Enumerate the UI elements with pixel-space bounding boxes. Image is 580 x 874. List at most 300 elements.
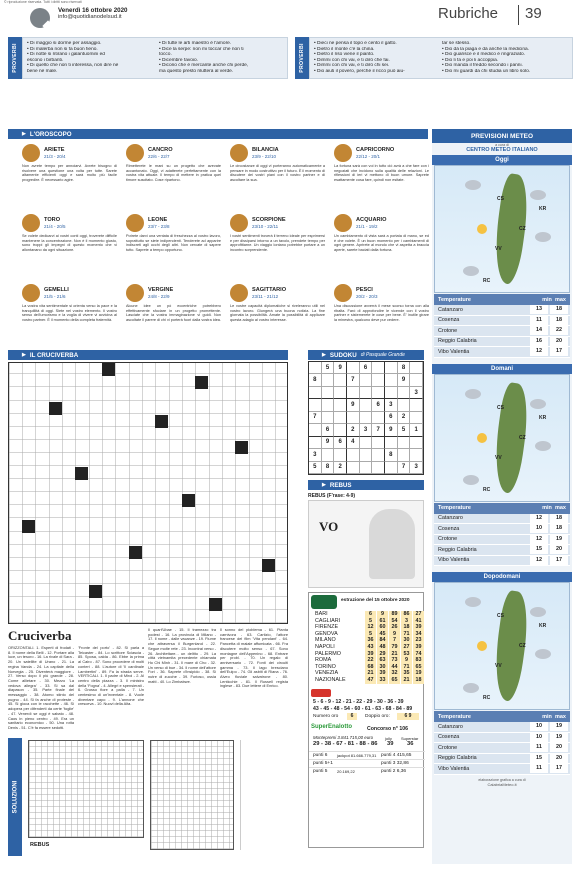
sudoku-cell[interactable] bbox=[385, 462, 398, 474]
soluzioni-label: SOLUZIONI bbox=[8, 738, 22, 856]
cruciverba-section-bar bbox=[8, 350, 288, 360]
issue-date: Venerdì 16 ottobre 2020 bbox=[58, 7, 128, 14]
lotto-number: 89 bbox=[389, 611, 400, 618]
crossword-black-cell bbox=[102, 363, 115, 376]
page-number: 39 bbox=[525, 5, 542, 22]
proverb-line: • Di notte si ritirano i galantuomini ed bbox=[27, 52, 105, 58]
proverb-line: • Dio li fa e poi li accoppia. bbox=[442, 57, 499, 63]
sudoku-cell[interactable]: 5 bbox=[309, 462, 322, 474]
calabria-landmass bbox=[489, 590, 532, 703]
sudoku-cell[interactable]: 9 bbox=[347, 399, 360, 411]
sudoku-cell[interactable] bbox=[360, 399, 373, 411]
max-label: max bbox=[554, 296, 566, 303]
zodiac-icon bbox=[230, 284, 248, 302]
sudoku-cell[interactable] bbox=[398, 399, 411, 411]
lotto-city: TORINO bbox=[315, 663, 336, 670]
horoscope-sign bbox=[230, 144, 325, 210]
map-label: CZ bbox=[519, 226, 526, 232]
sign-name: GEMELLI bbox=[44, 287, 69, 293]
crossword-black-cell bbox=[155, 415, 168, 428]
sign-text: Alcune idee un pò eccentriche potrebbero effettivamente sfociare in un progetto promettente. Lasciate che la vostra immaginazione vi guidi. Non ascoltate il parere di chi vi porterà fuori dalla vostra idea. bbox=[126, 304, 221, 322]
sudoku-cell[interactable] bbox=[322, 399, 335, 411]
lotto-city: GENOVA bbox=[315, 630, 338, 637]
sudoku-cell[interactable]: 9 bbox=[385, 424, 398, 436]
proverbi-label-left: PROVERBI bbox=[8, 37, 22, 79]
map-label: CS bbox=[497, 404, 504, 411]
sudoku-cell[interactable] bbox=[372, 374, 385, 386]
temperature-header bbox=[434, 711, 570, 722]
sign-dates: 22/6 - 22/7 bbox=[148, 154, 170, 159]
horoscope-sign bbox=[334, 284, 429, 350]
lotto-number: 7 bbox=[389, 637, 400, 644]
map-label: RC bbox=[483, 486, 491, 493]
sudoku-cell[interactable] bbox=[309, 399, 322, 411]
sudoku-cell[interactable] bbox=[309, 424, 322, 436]
sudoku-cell[interactable] bbox=[385, 387, 398, 399]
lotto-number: 47 bbox=[365, 677, 376, 684]
sudoku-cell[interactable]: 3 bbox=[385, 399, 398, 411]
temp-max: 18 bbox=[550, 316, 568, 325]
temperature-header bbox=[434, 294, 570, 305]
sudoku-cell[interactable] bbox=[360, 449, 373, 461]
sudoku-cell[interactable] bbox=[347, 387, 360, 399]
temp-max: 18 bbox=[550, 524, 568, 533]
cruciverba-title: Cruciverba bbox=[8, 628, 72, 643]
sudoku-cell[interactable] bbox=[385, 374, 398, 386]
sudoku-cell[interactable]: 8 bbox=[309, 374, 322, 386]
sudoku-cell[interactable]: 2 bbox=[398, 412, 411, 424]
crossword-grid[interactable] bbox=[8, 362, 288, 624]
proverb-line: bene nè male. bbox=[27, 68, 58, 74]
lotto-number: 27 bbox=[413, 611, 424, 618]
proverb-line: • Dio dà la piaga e dà anche la medicina. bbox=[442, 46, 530, 52]
proverb-line: tar se stesso. bbox=[442, 41, 471, 46]
horoscope-sign bbox=[334, 214, 429, 280]
rebus-title: REBUS (F'rase: 4-9) bbox=[308, 493, 356, 499]
sudoku-cell[interactable] bbox=[322, 374, 335, 386]
sudoku-cell[interactable] bbox=[309, 387, 322, 399]
zodiac-icon bbox=[334, 284, 352, 302]
zodiac-icon bbox=[22, 214, 40, 232]
temp-max: 17 bbox=[550, 347, 568, 356]
sudoku-cell[interactable]: 6 bbox=[385, 412, 398, 424]
sudoku-cell[interactable] bbox=[398, 449, 411, 461]
lotto-number: 23 bbox=[413, 637, 424, 644]
sudoku-cell[interactable] bbox=[360, 462, 373, 474]
sudoku-bar-title: SUDOKU bbox=[329, 351, 357, 359]
zodiac-icon bbox=[334, 144, 352, 162]
city-name: Cosenza bbox=[438, 734, 460, 741]
lotto-row bbox=[309, 677, 425, 684]
sudoku-cell[interactable] bbox=[372, 462, 385, 474]
sudoku-cell[interactable] bbox=[322, 412, 335, 424]
sudoku-cell[interactable] bbox=[360, 387, 373, 399]
lotto-number: 63 bbox=[377, 657, 388, 664]
zodiac-icon bbox=[334, 214, 352, 232]
sudoku-cell[interactable] bbox=[410, 412, 423, 424]
city-name: Reggio Calabria bbox=[438, 338, 477, 345]
cloud-icon bbox=[463, 683, 479, 693]
sudoku-cell[interactable] bbox=[322, 449, 335, 461]
cloud-icon bbox=[530, 607, 546, 617]
lotto-row bbox=[309, 670, 425, 677]
lotto-number: 83 bbox=[413, 657, 424, 664]
lotto-row bbox=[309, 651, 425, 658]
horoscope-sign bbox=[126, 214, 221, 280]
sudoku-cell[interactable] bbox=[334, 412, 347, 424]
temp-max: 20 bbox=[550, 754, 568, 763]
sudoku-cell[interactable] bbox=[385, 362, 398, 374]
jolly-value: 39 bbox=[387, 741, 394, 747]
lotto-number: 60 bbox=[377, 624, 388, 631]
meteo-provider: CENTRO METEO ITALIANO bbox=[466, 147, 538, 153]
solution-sudoku-grid bbox=[150, 740, 234, 850]
cloud-icon bbox=[535, 649, 551, 659]
lotto-city: NAZIONALE bbox=[315, 676, 346, 683]
sun-icon bbox=[477, 641, 487, 651]
crossword-black-cell bbox=[209, 598, 222, 611]
sudoku-cell[interactable]: 8 bbox=[322, 462, 335, 474]
sudoku-cell[interactable] bbox=[360, 437, 373, 449]
lotto-row bbox=[309, 644, 425, 651]
proverb-line: • Dio manda il freddo secondo i panni. bbox=[442, 63, 523, 69]
cloud-icon bbox=[465, 389, 481, 399]
sudoku-cell[interactable]: 3 bbox=[410, 387, 423, 399]
temperature-row bbox=[434, 545, 570, 556]
city-name: Crotone bbox=[438, 327, 458, 334]
10elotto-logo-icon bbox=[311, 689, 331, 697]
sudoku-cell[interactable] bbox=[372, 449, 385, 461]
meteo-day-title: Dopodomani bbox=[432, 572, 572, 582]
sign-name: ACQUARIO bbox=[356, 217, 387, 223]
city-name: Reggio Calabria bbox=[438, 755, 477, 762]
sudoku-cell[interactable]: 3 bbox=[309, 449, 322, 461]
temp-max: 20 bbox=[550, 743, 568, 752]
sign-text: Le vostre capacità diplomatiche si riveleranno utili nel vostro lavoro. Giungerà una buona notizia. La fine giornata la possibilità. Amate la possibilità di applicare questa adagio al vostro interesse. bbox=[230, 304, 325, 322]
sudoku-cell[interactable]: 6 bbox=[322, 424, 335, 436]
lotto-logo-icon bbox=[311, 595, 337, 609]
proverb-line: • Dicono che è mercante anche chi perde, bbox=[159, 63, 249, 69]
clues-column-4: Il sonno del pioblema - 61. Pianta carnivora - 63. Cartizio, l'attore francese del film 'Vita pendant' - 64. Pancetta di maiale affumicata - 66. Fra discutere molto senso - 67. Sono montagne dell'Appenino - 68. Entrare per probl. - 70. Un regalo di anniversario - 72. Fonti dei circuiti gamma - 73. Il lago bresciano dell'Eulpo - 74. Gli asbiti di Riana - 76. Alveo fluviale salvatrone - 80. Lenticchie - 81. Il Russell regista inglese - 83. Due lettere di Enrico. bbox=[220, 628, 288, 689]
meteo-day-title: Domani bbox=[432, 364, 572, 374]
lotto-number: 54 bbox=[389, 618, 400, 625]
sudoku-cell[interactable]: 8 bbox=[385, 449, 398, 461]
sudoku-cell[interactable] bbox=[334, 424, 347, 436]
prize-amount: punti 2 6,36 bbox=[381, 769, 407, 774]
min-label: min bbox=[542, 296, 552, 303]
lotto-number: 5 bbox=[365, 618, 376, 625]
city-name: Catanzaro bbox=[438, 515, 463, 522]
sign-name: CANCRO bbox=[148, 147, 173, 153]
clues-column-2: 'Fronte del porto' - 82. Si parla a Teicaster - 84. Lo scrittore Sciascia - 85. Sposa, calda - 86. Ebbe la prima al Cairo - 87. Sono procedere di molti conteri - 88. L'autore di 'Il cardinale Lambertini' - 89. Fa la strada serve. VERTICALI. 1. Il padre di Miroi - 2. Al centro della piazza - 3. Il ministro della 'Fogna' - 4. Allegri e spensierati - 6. Grosso fiore a palla - 7. Un centesimo di un'inventale - 8. Vuole diventare capo - 9. L'annone che cresceva - 10. Nuovi della Alta. bbox=[78, 646, 144, 707]
prize-label: punti 6 bbox=[313, 753, 328, 758]
sudoku-cell[interactable]: 6 bbox=[334, 437, 347, 449]
sudoku-cell[interactable] bbox=[385, 437, 398, 449]
crossword-black-cell bbox=[22, 520, 35, 533]
sudoku-cell[interactable] bbox=[372, 412, 385, 424]
lotto-number: 32 bbox=[389, 670, 400, 677]
sudoku-cell[interactable]: 7 bbox=[347, 374, 360, 386]
horoscope-sign bbox=[22, 284, 117, 350]
sudoku-cell[interactable]: 1 bbox=[410, 424, 423, 436]
proverbi-box-right bbox=[309, 37, 573, 79]
sudoku-cell[interactable] bbox=[347, 462, 360, 474]
crossword-black-cell bbox=[89, 585, 102, 598]
lotto-number: 86 bbox=[401, 611, 412, 618]
temperature-label: Temperature bbox=[438, 505, 471, 511]
lotto-number: 9 bbox=[401, 657, 412, 664]
crossword-black-cell bbox=[262, 559, 275, 572]
lotto-draw-date: estrazione del 15 ottobre 2020 bbox=[341, 598, 410, 603]
lotto-row bbox=[309, 664, 425, 671]
temperature-row bbox=[434, 326, 570, 337]
rebus-letters: VO bbox=[319, 519, 339, 534]
weather-map bbox=[434, 374, 570, 502]
prize-row bbox=[309, 767, 425, 775]
lotto-number: 48 bbox=[377, 644, 388, 651]
sign-dates: 23/7 - 23/8 bbox=[148, 224, 170, 229]
lotto-city: BARI bbox=[315, 611, 328, 617]
sudoku-cell[interactable]: 9 bbox=[322, 437, 335, 449]
temp-min: 11 bbox=[530, 764, 548, 773]
sudoku-cell[interactable]: 2 bbox=[347, 424, 360, 436]
lotto-number: 39 bbox=[377, 670, 388, 677]
sudoku-cell[interactable]: 3 bbox=[410, 462, 423, 474]
map-label: CS bbox=[497, 196, 504, 202]
sudoku-cell[interactable] bbox=[410, 437, 423, 449]
sudoku-cell[interactable] bbox=[398, 437, 411, 449]
sudoku-grid[interactable] bbox=[308, 361, 424, 475]
sign-dates: 23/9 - 22/10 bbox=[252, 154, 277, 159]
lotto-city: PALERMO bbox=[315, 650, 341, 657]
temp-max: 19 bbox=[550, 535, 568, 544]
sudoku-cell[interactable] bbox=[410, 374, 423, 386]
horoscope-sign bbox=[126, 284, 221, 350]
temperature-row bbox=[434, 733, 570, 744]
lotto-city: ROMA bbox=[315, 657, 332, 664]
city-name: Vibo Valentia bbox=[438, 765, 470, 772]
lotto-number: 12 bbox=[365, 624, 376, 631]
rebus-illustration bbox=[308, 500, 424, 588]
sign-dates: 21/1 - 19/2 bbox=[356, 224, 378, 229]
doppio-oro-label: Doppio oro: bbox=[365, 714, 390, 719]
sudoku-cell[interactable] bbox=[410, 399, 423, 411]
solution-text-area bbox=[240, 740, 288, 850]
superenalotto-montepremi: Montepremi 3.841.715,00 euro bbox=[313, 735, 374, 740]
cruciverba-bar-title: IL CRUCIVERBA bbox=[29, 351, 79, 359]
sudoku-cell[interactable]: 9 bbox=[398, 374, 411, 386]
meteo-panel bbox=[432, 129, 572, 864]
map-label: RC bbox=[483, 695, 491, 701]
meteo-day-title: Oggi bbox=[432, 155, 572, 165]
lotto-number: 71 bbox=[401, 631, 412, 638]
header-divider bbox=[518, 5, 519, 25]
sudoku-cell[interactable] bbox=[347, 362, 360, 374]
proverb-line: • Di malerba non si fa buon fieno. bbox=[27, 46, 98, 52]
temperature-row bbox=[434, 524, 570, 535]
temp-min: 11 bbox=[530, 743, 548, 752]
sudoku-cell[interactable] bbox=[309, 362, 322, 374]
sudoku-section-bar bbox=[308, 350, 424, 360]
sudoku-cell[interactable] bbox=[347, 449, 360, 461]
sudoku-cell[interactable]: 2 bbox=[334, 462, 347, 474]
meteo-day-block bbox=[432, 572, 572, 775]
sign-text: I vostri sentimenti troverà il terreno ideale per esprimersi e per dissiparsi intorno a un tavolo, prendete tempo per approfittarne. Un viaggio lontano potrebbe portare a un incontro sorprendente. bbox=[230, 234, 325, 252]
lotto-number: 30 bbox=[377, 664, 388, 671]
temp-min: 12 bbox=[530, 535, 548, 544]
lotto-number: 18 bbox=[413, 677, 424, 684]
map-label: KR bbox=[539, 623, 547, 629]
temp-max: 22 bbox=[550, 326, 568, 335]
sudoku-cell[interactable] bbox=[334, 449, 347, 461]
city-name: Catanzaro bbox=[438, 723, 463, 730]
sudoku-cell[interactable]: 5 bbox=[398, 424, 411, 436]
sign-name: TORO bbox=[44, 217, 61, 223]
temp-max: 20 bbox=[550, 337, 568, 346]
lotto-number: 29 bbox=[377, 651, 388, 658]
lotto-city: CAGLIARI bbox=[315, 617, 341, 624]
sign-text: Se volete dedicarvi ai vostri conti oggi, troverete difficile mantenere la concentrazione. Non è il momento giusto, sono troppi gli impegni di questo momento che vi allontanano da ogni situazione. bbox=[22, 234, 117, 252]
sudoku-cell[interactable]: 7 bbox=[309, 412, 322, 424]
lotto-number: 9 bbox=[377, 611, 388, 618]
temperature-row bbox=[434, 556, 570, 567]
sudoku-cell[interactable] bbox=[334, 387, 347, 399]
lotto-number: 19 bbox=[413, 670, 424, 677]
sudoku-author: di Pasquale Grande bbox=[360, 352, 405, 358]
sudoku-cell[interactable] bbox=[309, 437, 322, 449]
sudoku-cell[interactable]: 8 bbox=[398, 362, 411, 374]
temperature-row bbox=[434, 743, 570, 754]
lotto-row bbox=[309, 657, 425, 664]
prize-amount: punti 3 32,86 bbox=[381, 761, 409, 766]
contact-email[interactable]: info@quotidianodelsud.it bbox=[58, 14, 122, 20]
cloud-icon bbox=[465, 597, 481, 607]
sudoku-cell[interactable] bbox=[360, 374, 373, 386]
lotto-city: VENEZIA bbox=[315, 670, 339, 677]
map-label: VV bbox=[495, 246, 502, 252]
sudoku-cell[interactable] bbox=[372, 362, 385, 374]
proverb-line: • Dieci ne pensa il topo e cento il gatto. bbox=[314, 41, 397, 46]
cloud-icon bbox=[535, 441, 551, 451]
city-name: Cosenza bbox=[438, 525, 460, 532]
weather-map bbox=[434, 165, 570, 293]
prize-row bbox=[309, 759, 425, 767]
sudoku-cell[interactable]: 6 bbox=[360, 362, 373, 374]
sign-text: Rimetterete le mani su un progetto che avevate accantonato. Oggi, vi adatterete perfettamente con la vostra vita attuale. Il tempo di mettere in pratica quel timore suscitato. Cose ripartono. bbox=[126, 164, 221, 182]
temperature-row bbox=[434, 754, 570, 765]
sign-name: SCORPIONE bbox=[252, 217, 286, 223]
calabria-landmass bbox=[489, 173, 532, 286]
city-name: Vibo Valentia bbox=[438, 557, 470, 564]
proverb-line: • Di tutte le arti maestro è l'amore. bbox=[159, 41, 232, 46]
sign-dates: 21/4 - 20/5 bbox=[44, 224, 66, 229]
lotto-number: 79 bbox=[389, 644, 400, 651]
sudoku-cell[interactable]: 7 bbox=[372, 424, 385, 436]
zodiac-icon bbox=[126, 284, 144, 302]
lotto10-line-1: 5 - 6 - 9 - 12 - 21 - 22 - 29 - 30 - 36 - 39 bbox=[313, 699, 404, 705]
crossword-black-cell bbox=[75, 467, 88, 480]
zodiac-icon bbox=[126, 144, 144, 162]
sudoku-cell[interactable]: 3 bbox=[360, 424, 373, 436]
sudoku-cell[interactable] bbox=[372, 387, 385, 399]
temp-max: 17 bbox=[550, 764, 568, 773]
sudoku-cell[interactable]: 4 bbox=[347, 437, 360, 449]
rebus-figure bbox=[369, 509, 415, 579]
temp-min: 11 bbox=[530, 316, 548, 325]
lotto-results bbox=[309, 611, 425, 684]
rebus-section-bar bbox=[308, 480, 424, 490]
sudoku-cell[interactable] bbox=[410, 362, 423, 374]
sudoku-cell[interactable] bbox=[360, 412, 373, 424]
temp-min: 15 bbox=[530, 545, 548, 554]
proverb-line: tocco. bbox=[159, 52, 172, 58]
lotto-number: 53 bbox=[401, 651, 412, 658]
lotto-number: 39 bbox=[365, 651, 376, 658]
sign-text: Una discussione avverrà il mese scorso torna con alla ribalta. Farò di approfondire le vicende con il vostro partner e sistemerete le cose per bene. È' inutile girare la minestra, qualcuno deve pur cedere. bbox=[334, 304, 429, 322]
superstar-value: 36 bbox=[407, 741, 414, 747]
sudoku-cell[interactable] bbox=[334, 399, 347, 411]
triangle-right-icon: ▶ bbox=[322, 352, 326, 358]
horoscope-sign bbox=[126, 144, 221, 210]
lotto-city: NAPOLI bbox=[315, 643, 335, 650]
temp-max: 18 bbox=[550, 514, 568, 523]
lotto-number: 27 bbox=[401, 644, 412, 651]
sudoku-cell[interactable] bbox=[372, 437, 385, 449]
sign-text: Potrete darvi una ventata di freschezza al vostro lavoro, soprattutto se siete indipendenti. Tenderete ad apparire indiscreti agli occhi degli altri. Non cercate di sapere tutto. Saprete a tempo opportuno. bbox=[126, 234, 221, 252]
map-label: VV bbox=[495, 454, 502, 461]
cloud-icon bbox=[535, 232, 551, 242]
lotto-number: 45 bbox=[377, 631, 388, 638]
temp-min: 12 bbox=[530, 556, 548, 565]
crossword-black-cell bbox=[129, 546, 142, 559]
sign-text: Le circostanze di oggi vi porteranno automaticamente a pensare in modo costruttivo per il futuro. È il momento di discutere dei vostri piani con il vostro partner e di ascoltare la sua. bbox=[230, 164, 325, 182]
temp-max: 19 bbox=[550, 733, 568, 742]
triangle-right-icon: ▶ bbox=[22, 352, 26, 358]
temperature-row bbox=[434, 347, 570, 358]
numero-oro-label: Numero oro bbox=[313, 714, 339, 719]
prize-value: jackpot 81.666.779,31 bbox=[337, 753, 377, 758]
lotto-number: 44 bbox=[389, 664, 400, 671]
sign-dates: 21/3 - 20/4 bbox=[44, 154, 66, 159]
sign-name: PESCI bbox=[356, 287, 373, 293]
sudoku-cell[interactable]: 7 bbox=[398, 462, 411, 474]
sudoku-cell[interactable]: 9 bbox=[334, 362, 347, 374]
sudoku-cell[interactable] bbox=[322, 387, 335, 399]
sudoku-cell[interactable] bbox=[334, 374, 347, 386]
sign-name: SAGITTARIO bbox=[252, 287, 287, 293]
clues-column-1: ORIZZONTALI. 1. Esperti di frodati - 8. Il nome della Belli - 12. Portare alla luce, un tesoro - 16. La rivale di Sara - 20. Un satellite di Urano - 21. La regina Vanda - 24. La capitale della Norvegia - 25. Diventerà maggiore - 27. Verso dopo il più grande - 28. Come allietare - 30. Mezzo 'La vedova allegra' - 33. Si sa dal diapason - 35. Parte finale del messaggio - 38. Atomo stinto del pugno - 44. Si fa anche di proteste - 45. Si gioca con le racchette - 46. Si adopera per difenderti da certe 'foglie' - 47. Venerdì se oggi è sabato - 48. Caos in pieno centro - 49. Era un sanitario economico - 50. Una rotta Denis - 51. C'è fa essere sedotti. bbox=[8, 646, 74, 730]
sudoku-cell[interactable]: 6 bbox=[372, 399, 385, 411]
map-label: CZ bbox=[519, 643, 526, 649]
map-label: CS bbox=[497, 613, 504, 619]
temperature-row bbox=[434, 722, 570, 733]
proverb-line: • Di maggio si dorme per assaggio. bbox=[27, 41, 102, 46]
proverb-line: • Dio guarisce e il medico è ringraziato. bbox=[442, 52, 525, 58]
prize-label: punti 5 bbox=[313, 769, 328, 774]
proverb-line: • Dietro il monte c'è la china. bbox=[314, 46, 375, 52]
sudoku-cell[interactable] bbox=[347, 412, 360, 424]
sign-name: VERGINE bbox=[148, 287, 174, 293]
temperature-row bbox=[434, 316, 570, 327]
city-name: Catanzaro bbox=[438, 306, 463, 313]
zodiac-icon bbox=[22, 284, 40, 302]
sudoku-cell[interactable] bbox=[410, 449, 423, 461]
superenalotto-combination: 29 - 38 - 67 - 81 - 88 - 86 bbox=[313, 741, 378, 747]
proverb-line: • Dimmi con chi vai, e ti dirò che fai. bbox=[314, 57, 390, 63]
lotto-number: 21 bbox=[365, 670, 376, 677]
sudoku-cell[interactable] bbox=[398, 387, 411, 399]
sudoku-cell[interactable]: 5 bbox=[322, 362, 335, 374]
